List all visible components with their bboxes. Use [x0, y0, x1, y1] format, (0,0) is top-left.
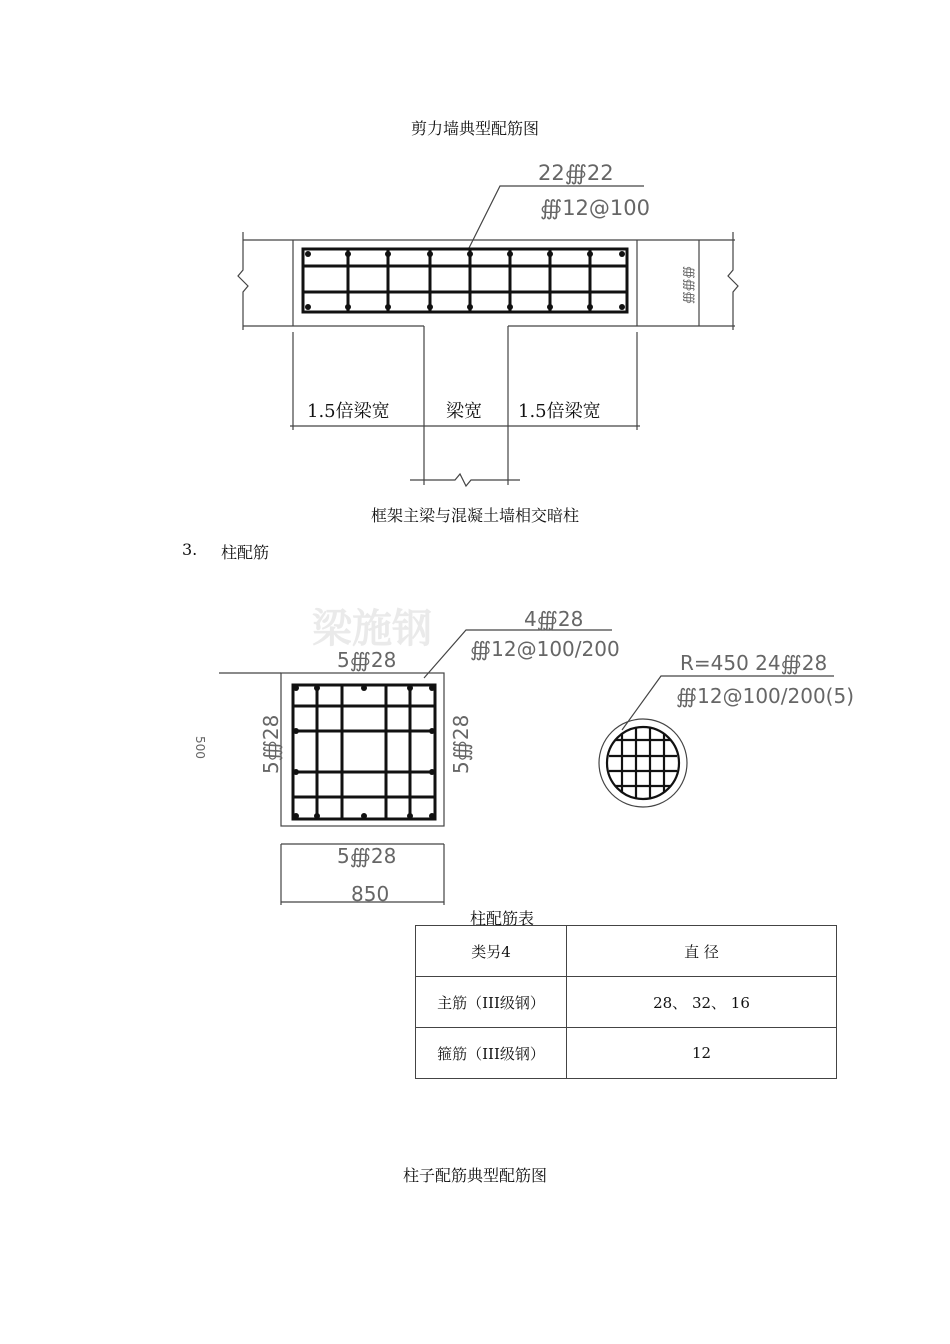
- table-row: [416, 977, 837, 1028]
- beam-main-bars-label: 22∰22: [538, 161, 614, 185]
- section-title: 柱配筋: [221, 543, 270, 562]
- shear-wall-caption: 剪力墙典型配筋图: [410, 119, 539, 138]
- table-row: [416, 1028, 837, 1079]
- row-stirrup-diameter: 12: [567, 1028, 837, 1079]
- row-main-bars-diameter: 28、 32、 16: [567, 977, 837, 1028]
- row-main-bars-category: 主筋（III级钢）: [416, 977, 567, 1028]
- section-number: 3.: [182, 540, 198, 559]
- column-drawing: [0, 590, 950, 920]
- right-width-label: 1.5倍梁宽: [518, 401, 601, 422]
- beam-wall-drawing: [0, 0, 950, 500]
- wall-thickness-mark: ∰∰∰: [681, 265, 695, 304]
- corner-bars-label: 4∰28: [524, 607, 584, 631]
- table-title: 柱配筋表: [470, 909, 535, 928]
- beam-stirrup-label: ∰12@100: [540, 196, 651, 220]
- round-stirrup-label: ∰12@100/200(5): [676, 684, 855, 708]
- watermark-text: 梁施钢: [312, 605, 432, 652]
- left-bars-label: 5∰28: [259, 714, 283, 774]
- header-category: 类另4: [416, 926, 567, 977]
- column-typical-caption: 柱子配筋典型配筋图: [402, 1166, 547, 1185]
- frame-beam-caption: 框架主梁与混凝土墙相交暗柱: [370, 506, 579, 525]
- table-header-row: [416, 926, 837, 977]
- beam-width-label: 梁宽: [446, 401, 482, 422]
- header-diameter: 直 径: [567, 926, 837, 977]
- round-column-label: R=450 24∰28: [680, 651, 828, 675]
- column-width-label: 850: [351, 882, 390, 906]
- square-stirrup-label: ∰12@100/200: [470, 637, 620, 661]
- side-dim-label: 500: [193, 736, 207, 759]
- top-bars-label: 5∰28: [337, 648, 397, 672]
- bottom-bars-label: 5∰28: [337, 844, 397, 868]
- row-stirrup-category: 箍筋（III级钢）: [416, 1028, 567, 1079]
- column-rebar-table: [415, 925, 837, 1079]
- left-width-label: 1.5倍梁宽: [307, 401, 390, 422]
- right-bars-label: 5∰28: [449, 714, 473, 774]
